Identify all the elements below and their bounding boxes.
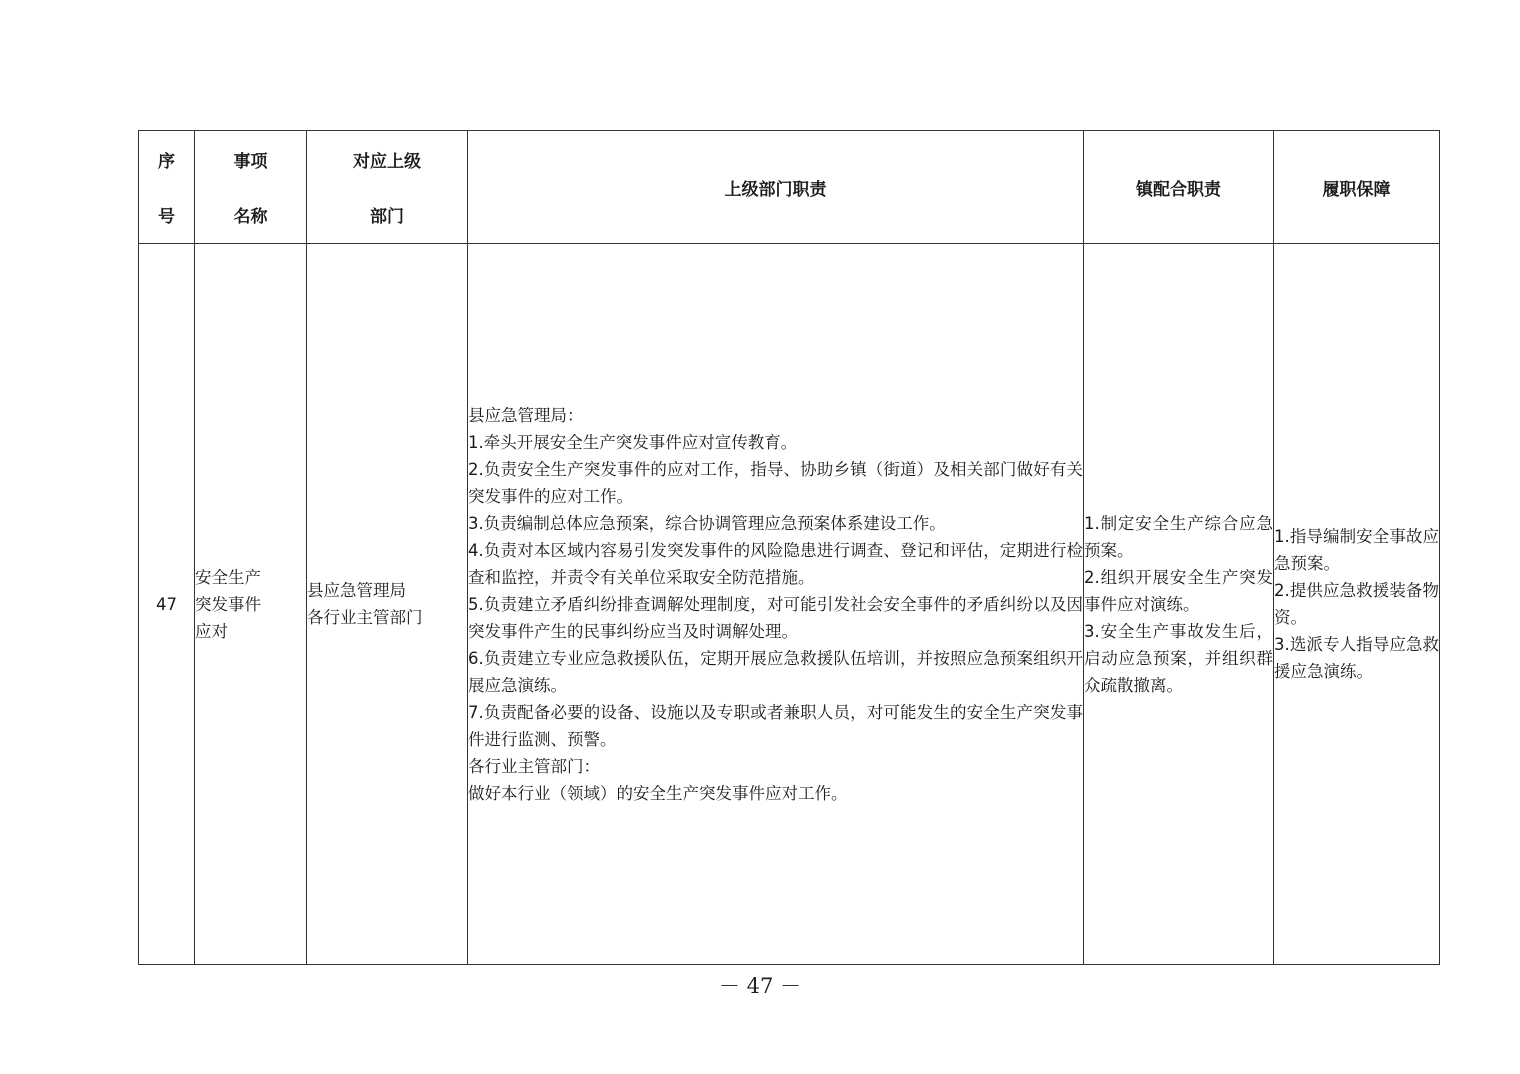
cell-department xyxy=(307,244,468,965)
header-upper-duties: 上级部门职责 xyxy=(468,131,1084,244)
header-town-duties: 镇配合职责 xyxy=(1084,131,1274,244)
header-row xyxy=(139,131,1440,244)
header-dept-line1: 对应上级 xyxy=(353,152,421,172)
duty-paragraph: 6.负责建立专业应急救援队伍，定期开展应急救援队伍培训，并按照应急预案组织开展应急演练。 xyxy=(468,648,1083,695)
item-name-line: 应对 xyxy=(195,621,228,641)
guarantee-paragraph: 3.选派专人指导应急救援应急演练。 xyxy=(1274,635,1439,681)
header-guarantee: 履职保障 xyxy=(1274,131,1440,244)
header-seq-line2: 号 xyxy=(158,207,175,227)
header-seq-line1: 序 xyxy=(158,152,175,172)
duty-paragraph: 5.负责建立矛盾纠纷排查调解处理制度，对可能引发社会安全事件的矛盾纠纷以及因突发事件产生的民事纠纷应当及时调解处理。 xyxy=(468,594,1083,641)
guarantee-paragraph: 2.提供应急救援装备物资。 xyxy=(1274,581,1439,627)
duty-paragraph: 各行业主管部门： xyxy=(468,756,600,776)
department-line: 县应急管理局 xyxy=(307,581,406,600)
town-duty-paragraph: 2.组织开展安全生产突发事件应对演练。 xyxy=(1084,567,1273,614)
duty-paragraph: 7.负责配备必要的设备、设施以及专职或者兼职人员，对可能发生的安全生产突发事件进行监测、预警。 xyxy=(468,702,1083,749)
header-item-line1: 事项 xyxy=(233,152,268,172)
cell-upper-duties xyxy=(468,244,1084,965)
header-item-name xyxy=(195,131,307,244)
duty-paragraph: 4.负责对本区域内容易引发突发事件的风险隐患进行调查、登记和评估，定期进行检查和监控，并责令有关单位采取安全防范措施。 xyxy=(468,540,1083,587)
cell-guarantee xyxy=(1274,244,1440,965)
guarantee-paragraph: 1.指导编制安全事故应急预案。 xyxy=(1274,527,1439,573)
duty-paragraph: 做好本行业（领域）的安全生产突发事件应对工作。 xyxy=(468,783,848,803)
cell-item-name xyxy=(195,244,307,965)
duty-table xyxy=(138,130,1440,965)
header-item-line2: 名称 xyxy=(233,207,268,227)
header-department xyxy=(307,131,468,244)
item-name-line: 突发事件 xyxy=(195,594,261,614)
item-name-line: 安全生产 xyxy=(195,567,261,587)
header-dept-line2: 部门 xyxy=(370,207,404,227)
town-duty-paragraph: 3.安全生产事故发生后，启动应急预案，并组织群众疏散撤离。 xyxy=(1084,621,1273,695)
duty-paragraph: 1.牵头开展安全生产突发事件应对宣传教育。 xyxy=(468,432,798,452)
page-number: － 47 － xyxy=(718,974,802,998)
duty-paragraph: 3.负责编制总体应急预案，综合协调管理应急预案体系建设工作。 xyxy=(468,513,946,533)
cell-town-duties xyxy=(1084,244,1274,965)
table-row xyxy=(139,244,1440,965)
cell-seq: 47 xyxy=(139,244,195,965)
duty-paragraph: 县应急管理局： xyxy=(468,405,584,425)
duty-paragraph: 2.负责安全生产突发事件的应对工作，指导、协助乡镇（街道）及相关部门做好有关突发事件的应对工作。 xyxy=(468,459,1083,506)
header-seq xyxy=(139,131,195,244)
department-line: 各行业主管部门 xyxy=(307,608,423,627)
town-duty-paragraph: 1.制定安全生产综合应急预案。 xyxy=(1084,513,1273,560)
